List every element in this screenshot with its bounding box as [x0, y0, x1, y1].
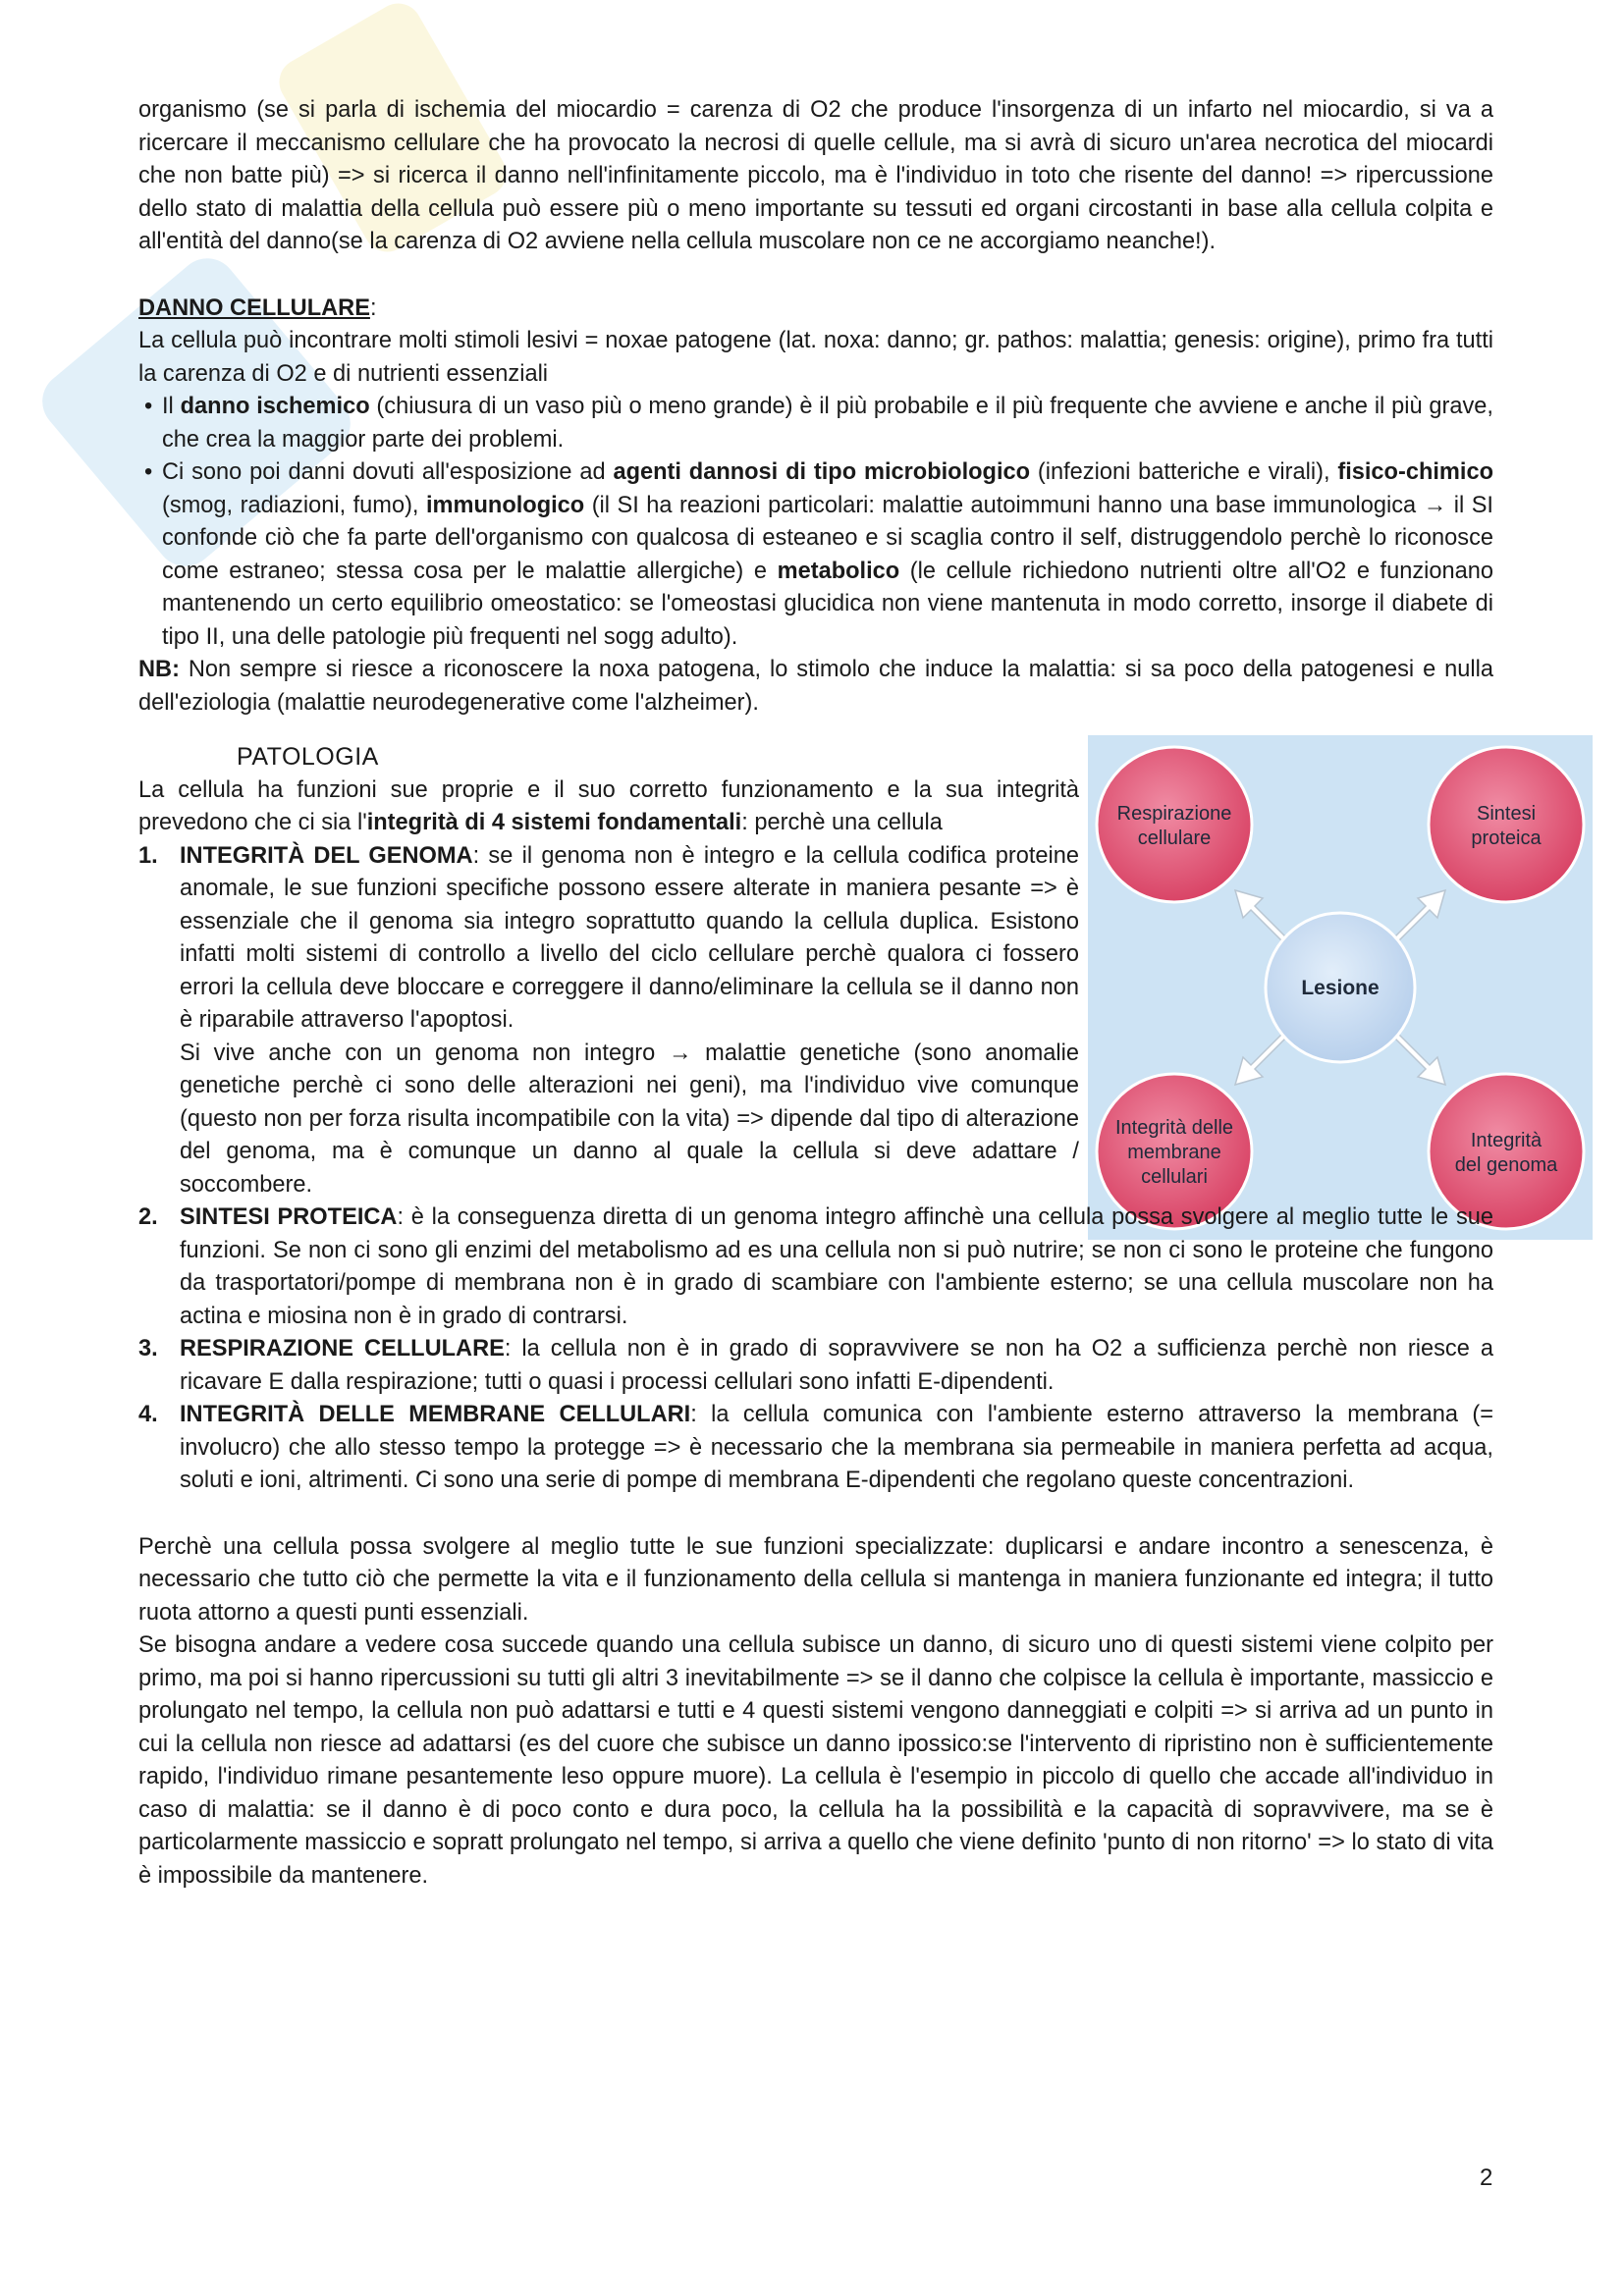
bullet-icon: • — [144, 394, 153, 419]
list-item: 2. SINTESI PROTEICA: è la conseguenza diretta di un genoma integro affinchè una cellula possa svolgere al meglio tutte le sue funzioni. Se non ci sono gli enzimi del metabolismo ad es una cellula non si può nutrire; se non ci sono le proteine che fungono da trasportatori/pompe di membrana non è in grado di scambiare con l'ambiente esterno; se una cellula muscolare non ha actina e miosina non è in grado di contrarsi. — [138, 1204, 1493, 1329]
patologia-section — [138, 741, 1558, 1201]
danno-bullet-list — [138, 391, 1493, 654]
document-page — [138, 94, 1558, 1893]
list-item: 3. RESPIRAZIONE CELLULARE: la cellula non è in grado di sopravvivere se non ha O2 a sufficienza perchè non riesce a ricavare E dalla respirazione; tutti o quasi i processi cellulari sono infatti E-dipendenti. — [138, 1336, 1493, 1395]
label-bottom-right-1: Integrità — [1470, 1130, 1543, 1151]
closing-paragraph-1: Perchè una cellula possa svolgere al meglio tutte le sue funzioni specializzate: duplicarsi e andare incontro a senescenza, è necessario che tutto ciò che permette la vita e il funzionamento della cellula si mantenga in maniera funzionante ed integra; il tutto ruota attorno a questi punti essenziali. — [138, 1533, 1493, 1626]
label-center: Lesione — [1301, 977, 1380, 999]
danno-heading-text: DANNO CELLULARE — [138, 294, 370, 321]
intro-paragraph: organismo (se si parla di ischemia del miocardio = carenza di O2 che produce l'insorgenza di un infarto nel miocardio, si va a ricercare il meccanismo cellulare che ha provocato la necrosi di quelle cellule, ma si avrà di sicuro un'area necrotica del miocardi che non batte più) => si ricerca il danno nell'infinitamente piccolo, ma è l'individuo in toto che risente del danno! => ripercussione dello stato di malattia della cellula può essere più o meno importante su tessuti ed organi circostanti in base alla cellula colpita e all'entità del danno(se la carenza di O2 avviene nella cellula muscolare non ce ne accorgiamo neanche!). — [138, 97, 1493, 254]
figure-lesione-diagram — [1088, 735, 1593, 1240]
list-item: 1. INTEGRITÀ DEL GENOMA: se il genoma non è integro e la cellula codifica proteine anomale, le sue funzioni specifiche possono essere alterate in maniera pesante => è essenziale che il genoma sia integro soprattutto quando la cellula duplica. Esistono infatti molti sistemi di controllo a livello del ciclo cellulare perchè qualora ci fossero errori la cellula deve bloccare e correggere il danno/eliminare la cellula se il danno non è riparabile attraverso l'apoptosi. Si vive anche con un genoma non integro → malattie genetiche (sono anomalie genetiche perchè ci sono delle alterazioni nei geni), ma l'individuo vive comunque (questo non per forza risulta incompatibile con la vita) => dipende dal tipo di alterazione del genoma, ma è comunque un danno al quale la cellula si deve adattare / soccombere. — [138, 842, 1079, 1198]
closing-paragraph-2: Se bisogna andare a vedere cosa succede quando una cellula subisce un danno, di sicuro uno di questi sistemi viene colpito per primo, ma poi si hanno ripercussioni su tutti gli altri 3 inevitabilmente => se il danno che colpisce la cellula è importante, massiccio e prolungato nel tempo, la cellula non può adattarsi e tutti e 4 questi sistemi vengono danneggiati e colpiti => si arriva ad un punto in cui la cellula non riesce ad adattarsi (es del cuore che subisce un danno ipossico:se l'intervento di ripristino non è sufficientemente rapido, l'individuo rimane pesantemente leso oppure muore). La cellula è l'esempio in piccolo di quello che accade all'individuo in caso di malattia: se il danno è di poco conto e dura poco, la cellula ha la possibilità e la capacità di sopravvivere, ma se è particolarmente massiccio e sopratt prolungato nel tempo, si arriva a quello che viene definito 'punto di non ritorno' => lo stato di vita è impossibile da mantenere. — [138, 1632, 1493, 1889]
list-item: 4. INTEGRITÀ DELLE MEMBRANE CELLULARI: la cellula comunica con l'ambiente esterno attraverso la membrana (= involucro) che allo stesso tempo la protegge => è necessario che la membrana sia permeabile in maniera perfetta ad acqua, soluti e ioni, altrimenti. Ci sono una serie di pompe di membrana E-dipendenti che regolano queste concentrazioni. — [138, 1402, 1493, 1493]
label-bottom-left-3: cellulari — [1141, 1166, 1208, 1188]
list-item: • Ci sono poi danni dovuti all'esposizione ad agenti dannosi di tipo microbiologico (infezioni batteriche e virali), fisico-chimico (smog, radiazioni, fumo), immunologico (il SI ha reazioni particolari: malattie autoimmuni hanno una base immunologica → il SI confonde ciò che fa parte dell'organismo con qualcosa di esteaneo e si scaglia contro il self, distruggendolo perchè lo riconosce come estraneo; stessa cosa per le malattie allergiche) e metabolico (le cellule richiedono nutrienti oltre all'O2 e funzionano mantenendo un certo equilibrio omeostatico: se l'omeostasi glucidica non viene mantenuta in modo corretto, insorge il diabete di tipo II, una delle patologie più frequenti nel sogg adulto). — [138, 456, 1493, 654]
nb-note: NB: Non sempre si riesce a riconoscere la noxa patogena, lo stimolo che induce la malattia: si sa poco della patogenesi e nulla dell'eziologia (malattie neurodegenerative come l'alzheimer). — [138, 657, 1493, 716]
lesione-diagram-svg — [1088, 735, 1593, 1240]
sistemi-list — [138, 840, 1079, 1202]
patologia-left-column — [138, 741, 1079, 1201]
label-bottom-left-2: membrane — [1127, 1142, 1221, 1163]
label-top-right-2: proteica — [1471, 828, 1542, 849]
circle-top-right — [1429, 747, 1584, 902]
list-item: • Il danno ischemico (chiusura di un vaso più o meno grande) è il più probabile e il più frequente che avviene e anche il più grave, che crea la maggior parte dei problemi. — [138, 391, 1493, 456]
circle-top-left — [1097, 747, 1252, 902]
label-top-right-1: Sintesi — [1476, 803, 1537, 825]
label-bottom-left-1: Integrità delle — [1114, 1117, 1234, 1139]
page-number: 2 — [1480, 2164, 1493, 2191]
danno-heading: DANNO CELLULARE: — [138, 294, 377, 321]
label-bottom-right-2: del genoma — [1454, 1154, 1558, 1176]
danno-intro: La cellula può incontrare molti stimoli lesivi = noxae patogene (lat. noxa: danno; gr. pathos: malattia; genesis: origine), primo fra tutti la carenza di O2 e di nutrienti essenziali — [138, 328, 1493, 387]
bullet-icon: • — [144, 459, 153, 485]
patologia-intro: La cellula ha funzioni sue proprie e il suo corretto funzionamento e la sua integrità prevedono che ci sia l'integrità di 4 sistemi fondamentali: perchè una cellula — [138, 776, 1079, 835]
label-top-left-1: Respirazione — [1116, 803, 1232, 825]
label-top-left-2: cellulare — [1137, 828, 1212, 849]
sistemi-list-continued — [138, 1201, 1493, 1498]
patologia-title: PATOLOGIA — [237, 743, 379, 771]
